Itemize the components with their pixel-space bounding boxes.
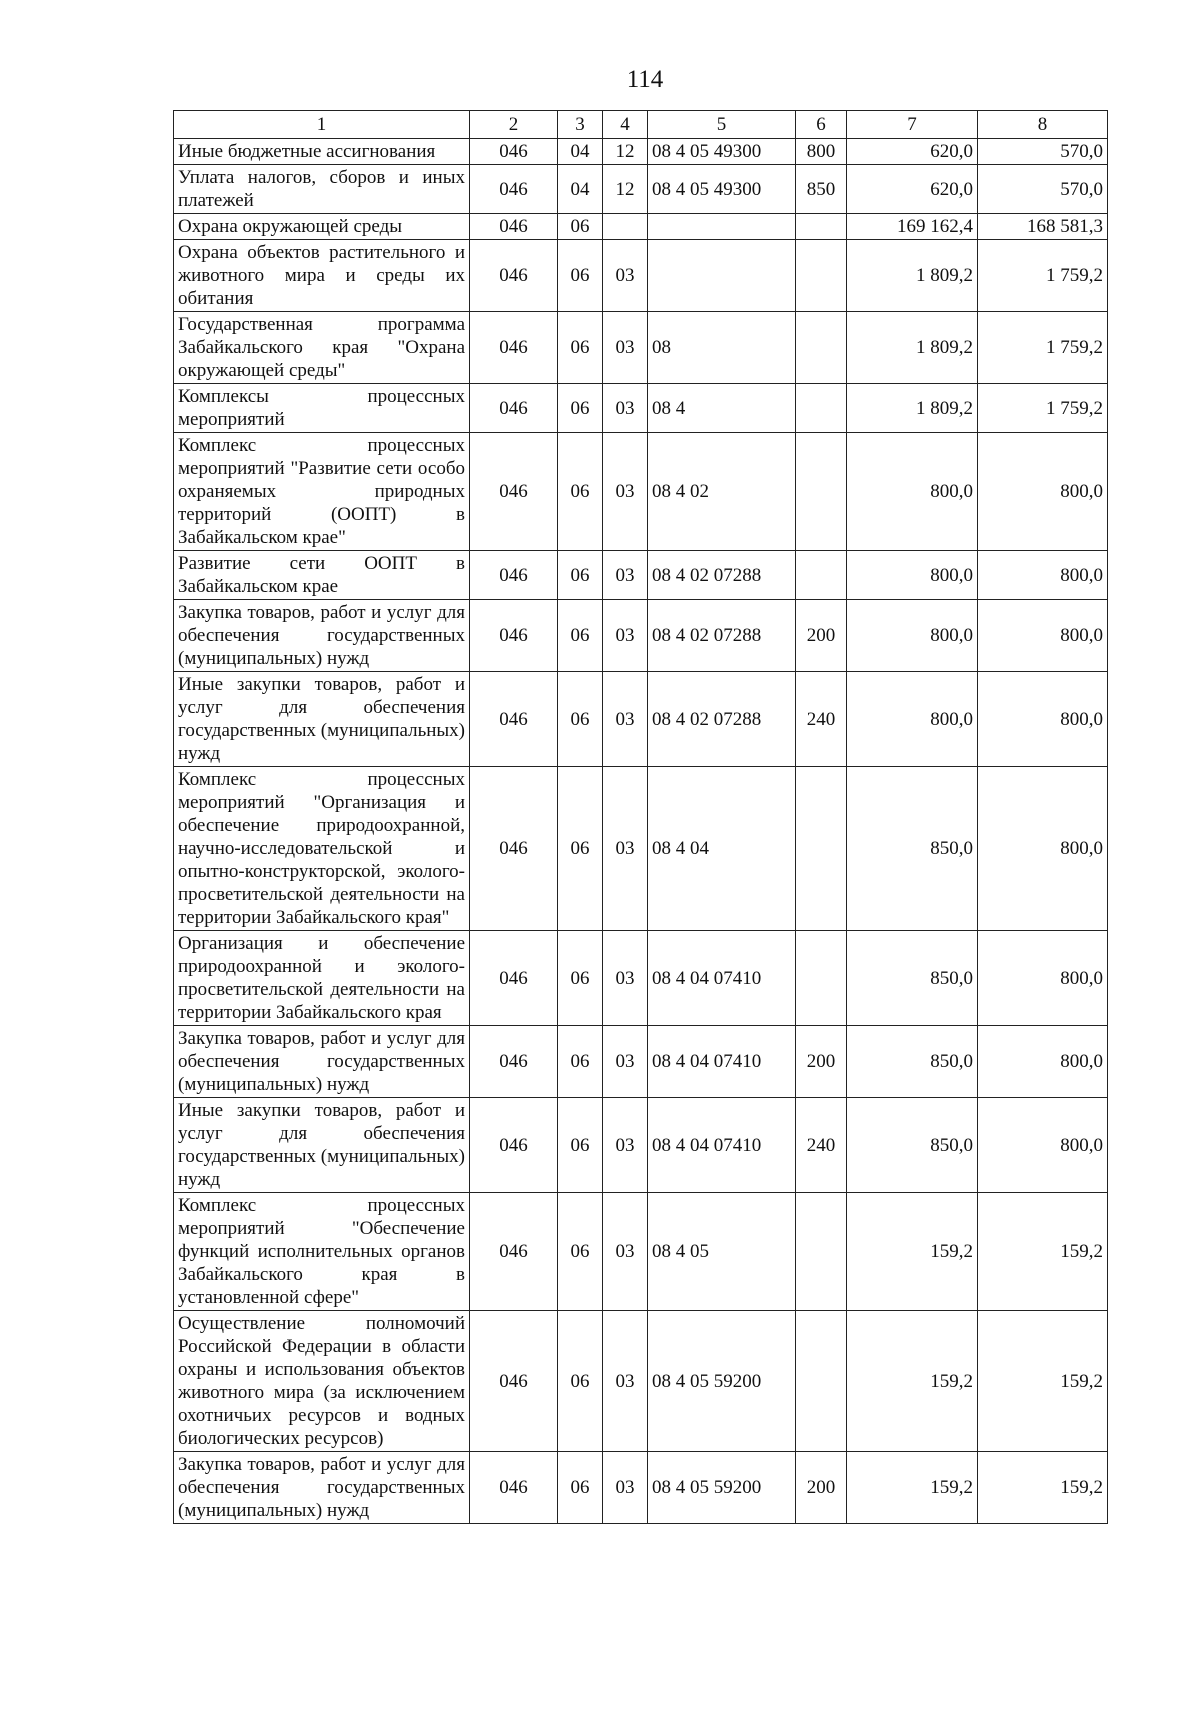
subsection-cell: 03 — [603, 672, 648, 767]
section-cell: 06 — [558, 767, 603, 931]
grbs-code-cell: 046 — [470, 312, 558, 384]
table-row — [174, 165, 1108, 214]
section-cell: 06 — [558, 600, 603, 672]
grbs-code-cell: 046 — [470, 384, 558, 433]
subsection-cell: 03 — [603, 600, 648, 672]
table-row — [174, 931, 1108, 1026]
amount-year1-cell: 800,0 — [847, 551, 978, 600]
target-article-cell: 08 4 05 59200 — [648, 1452, 796, 1524]
amount-year2-cell: 159,2 — [978, 1193, 1108, 1311]
section-cell: 06 — [558, 931, 603, 1026]
budget-table — [173, 110, 1108, 1524]
row-name-cell: Закупка товаров, работ и услуг для обеспечения государственных (муниципальных) нужд — [174, 1026, 470, 1098]
target-article-cell: 08 4 05 49300 — [648, 165, 796, 214]
target-article-cell: 08 4 02 — [648, 433, 796, 551]
subsection-cell: 03 — [603, 931, 648, 1026]
table-row — [174, 1311, 1108, 1452]
target-article-cell: 08 4 04 07410 — [648, 1026, 796, 1098]
expense-type-cell: 200 — [796, 1026, 847, 1098]
table-header — [174, 111, 1108, 139]
target-article-cell — [648, 214, 796, 240]
grbs-code-cell: 046 — [470, 931, 558, 1026]
expense-type-cell: 240 — [796, 1098, 847, 1193]
amount-year1-cell: 800,0 — [847, 433, 978, 551]
target-article-cell: 08 4 02 07288 — [648, 551, 796, 600]
amount-year2-cell: 800,0 — [978, 600, 1108, 672]
amount-year1-cell: 1 809,2 — [847, 240, 978, 312]
table-row — [174, 767, 1108, 931]
amount-year2-cell: 159,2 — [978, 1311, 1108, 1452]
expense-type-cell — [796, 240, 847, 312]
row-name-cell: Иные закупки товаров, работ и услуг для обеспечения государственных (муниципальных) нужд — [174, 672, 470, 767]
row-name-cell: Охрана окружающей среды — [174, 214, 470, 240]
amount-year1-cell: 1 809,2 — [847, 312, 978, 384]
grbs-code-cell: 046 — [470, 240, 558, 312]
grbs-code-cell: 046 — [470, 214, 558, 240]
amount-year2-cell: 1 759,2 — [978, 384, 1108, 433]
expense-type-cell: 200 — [796, 1452, 847, 1524]
amount-year1-cell: 159,2 — [847, 1311, 978, 1452]
target-article-cell: 08 4 05 — [648, 1193, 796, 1311]
amount-year2-cell: 800,0 — [978, 1098, 1108, 1193]
section-cell: 06 — [558, 1452, 603, 1524]
subsection-cell: 03 — [603, 1193, 648, 1311]
amount-year1-cell: 1 809,2 — [847, 384, 978, 433]
table-row — [174, 600, 1108, 672]
grbs-code-cell: 046 — [470, 1311, 558, 1452]
grbs-code-cell: 046 — [470, 1452, 558, 1524]
subsection-cell — [603, 214, 648, 240]
expense-type-cell — [796, 1311, 847, 1452]
amount-year1-cell: 850,0 — [847, 1026, 978, 1098]
row-name-cell: Комплекс процессных мероприятий "Обеспечение функций исполнительных органов Забайкальского края в установленной сфере" — [174, 1193, 470, 1311]
table-body — [174, 139, 1108, 1524]
target-article-cell: 08 4 04 07410 — [648, 1098, 796, 1193]
amount-year2-cell: 800,0 — [978, 551, 1108, 600]
amount-year2-cell: 570,0 — [978, 165, 1108, 214]
amount-year2-cell: 1 759,2 — [978, 312, 1108, 384]
target-article-cell: 08 4 04 07410 — [648, 931, 796, 1026]
grbs-code-cell: 046 — [470, 1026, 558, 1098]
column-header-3: 3 — [558, 111, 603, 139]
table-row — [174, 139, 1108, 165]
amount-year2-cell: 1 759,2 — [978, 240, 1108, 312]
amount-year1-cell: 620,0 — [847, 139, 978, 165]
subsection-cell: 03 — [603, 1098, 648, 1193]
grbs-code-cell: 046 — [470, 433, 558, 551]
target-article-cell: 08 4 04 — [648, 767, 796, 931]
page-number: 114 — [626, 66, 664, 93]
amount-year2-cell: 800,0 — [978, 1026, 1108, 1098]
expense-type-cell: 240 — [796, 672, 847, 767]
subsection-cell: 03 — [603, 1026, 648, 1098]
expense-type-cell — [796, 384, 847, 433]
expense-type-cell — [796, 931, 847, 1026]
section-cell: 06 — [558, 433, 603, 551]
section-cell: 06 — [558, 1026, 603, 1098]
grbs-code-cell: 046 — [470, 1098, 558, 1193]
subsection-cell: 03 — [603, 1452, 648, 1524]
expense-type-cell: 800 — [796, 139, 847, 165]
row-name-cell: Государственная программа Забайкальского края "Охрана окружающей среды" — [174, 312, 470, 384]
row-name-cell: Комплекс процессных мероприятий "Развитие сети особо охраняемых природных территорий (ООПТ) в Забайкальском крае" — [174, 433, 470, 551]
amount-year1-cell: 169 162,4 — [847, 214, 978, 240]
amount-year1-cell: 159,2 — [847, 1452, 978, 1524]
row-name-cell: Закупка товаров, работ и услуг для обеспечения государственных (муниципальных) нужд — [174, 600, 470, 672]
column-header-1: 1 — [174, 111, 470, 139]
amount-year1-cell: 620,0 — [847, 165, 978, 214]
row-name-cell: Развитие сети ООПТ в Забайкальском крае — [174, 551, 470, 600]
column-header-7: 7 — [847, 111, 978, 139]
amount-year2-cell: 570,0 — [978, 139, 1108, 165]
column-header-2: 2 — [470, 111, 558, 139]
amount-year1-cell: 850,0 — [847, 931, 978, 1026]
table-row — [174, 1452, 1108, 1524]
subsection-cell: 03 — [603, 433, 648, 551]
table-row — [174, 433, 1108, 551]
target-article-cell: 08 4 02 07288 — [648, 600, 796, 672]
section-cell: 06 — [558, 312, 603, 384]
expense-type-cell — [796, 1193, 847, 1311]
section-cell: 06 — [558, 551, 603, 600]
table-row — [174, 240, 1108, 312]
expense-type-cell — [796, 767, 847, 931]
column-header-8: 8 — [978, 111, 1108, 139]
amount-year1-cell: 850,0 — [847, 767, 978, 931]
grbs-code-cell: 046 — [470, 551, 558, 600]
grbs-code-cell: 046 — [470, 1193, 558, 1311]
header-row — [174, 111, 1108, 139]
section-cell: 06 — [558, 240, 603, 312]
column-header-4: 4 — [603, 111, 648, 139]
table-row — [174, 1026, 1108, 1098]
amount-year2-cell: 800,0 — [978, 931, 1108, 1026]
section-cell: 06 — [558, 1193, 603, 1311]
subsection-cell: 12 — [603, 165, 648, 214]
row-name-cell: Комплекс процессных мероприятий "Организация и обеспечение природоохранной, научно-исследовательской и опытно-конструкторской, эколого-просветительской деятельности на территории Забайкальского края" — [174, 767, 470, 931]
amount-year2-cell: 159,2 — [978, 1452, 1108, 1524]
column-header-5: 5 — [648, 111, 796, 139]
subsection-cell: 12 — [603, 139, 648, 165]
table-row — [174, 1098, 1108, 1193]
table-row — [174, 384, 1108, 433]
grbs-code-cell: 046 — [470, 672, 558, 767]
target-article-cell: 08 4 — [648, 384, 796, 433]
table-row — [174, 312, 1108, 384]
amount-year1-cell: 850,0 — [847, 1098, 978, 1193]
grbs-code-cell: 046 — [470, 767, 558, 931]
row-name-cell: Закупка товаров, работ и услуг для обеспечения государственных (муниципальных) нужд — [174, 1452, 470, 1524]
expense-type-cell: 200 — [796, 600, 847, 672]
grbs-code-cell: 046 — [470, 600, 558, 672]
target-article-cell — [648, 240, 796, 312]
row-name-cell: Осуществление полномочий Российской Федерации в области охраны и использования объектов животного мира (за исключением охотничьих ресурсов и водных биологических ресурсов) — [174, 1311, 470, 1452]
amount-year2-cell: 800,0 — [978, 433, 1108, 551]
amount-year2-cell: 168 581,3 — [978, 214, 1108, 240]
subsection-cell: 03 — [603, 240, 648, 312]
section-cell: 06 — [558, 1098, 603, 1193]
grbs-code-cell: 046 — [470, 139, 558, 165]
expense-type-cell — [796, 551, 847, 600]
expense-type-cell — [796, 312, 847, 384]
row-name-cell: Иные бюджетные ассигнования — [174, 139, 470, 165]
row-name-cell: Уплата налогов, сборов и иных платежей — [174, 165, 470, 214]
target-article-cell: 08 4 05 49300 — [648, 139, 796, 165]
target-article-cell: 08 4 02 07288 — [648, 672, 796, 767]
amount-year2-cell: 800,0 — [978, 767, 1108, 931]
expense-type-cell: 850 — [796, 165, 847, 214]
subsection-cell: 03 — [603, 384, 648, 433]
amount-year1-cell: 800,0 — [847, 672, 978, 767]
amount-year2-cell: 800,0 — [978, 672, 1108, 767]
section-cell: 06 — [558, 214, 603, 240]
subsection-cell: 03 — [603, 551, 648, 600]
section-cell: 04 — [558, 165, 603, 214]
section-cell: 04 — [558, 139, 603, 165]
row-name-cell: Комплексы процессных мероприятий — [174, 384, 470, 433]
subsection-cell: 03 — [603, 767, 648, 931]
table-row — [174, 551, 1108, 600]
section-cell: 06 — [558, 384, 603, 433]
amount-year1-cell: 800,0 — [847, 600, 978, 672]
section-cell: 06 — [558, 1311, 603, 1452]
subsection-cell: 03 — [603, 312, 648, 384]
expense-type-cell — [796, 214, 847, 240]
target-article-cell: 08 — [648, 312, 796, 384]
row-name-cell: Иные закупки товаров, работ и услуг для обеспечения государственных (муниципальных) нужд — [174, 1098, 470, 1193]
row-name-cell: Охрана объектов растительного и животного мира и среды их обитания — [174, 240, 470, 312]
expense-type-cell — [796, 433, 847, 551]
section-cell: 06 — [558, 672, 603, 767]
subsection-cell: 03 — [603, 1311, 648, 1452]
amount-year1-cell: 159,2 — [847, 1193, 978, 1311]
grbs-code-cell: 046 — [470, 165, 558, 214]
row-name-cell: Организация и обеспечение природоохранной и эколого-просветительской деятельности на территории Забайкальского края — [174, 931, 470, 1026]
table-row — [174, 672, 1108, 767]
table-row — [174, 1193, 1108, 1311]
target-article-cell: 08 4 05 59200 — [648, 1311, 796, 1452]
column-header-6: 6 — [796, 111, 847, 139]
table-row — [174, 214, 1108, 240]
